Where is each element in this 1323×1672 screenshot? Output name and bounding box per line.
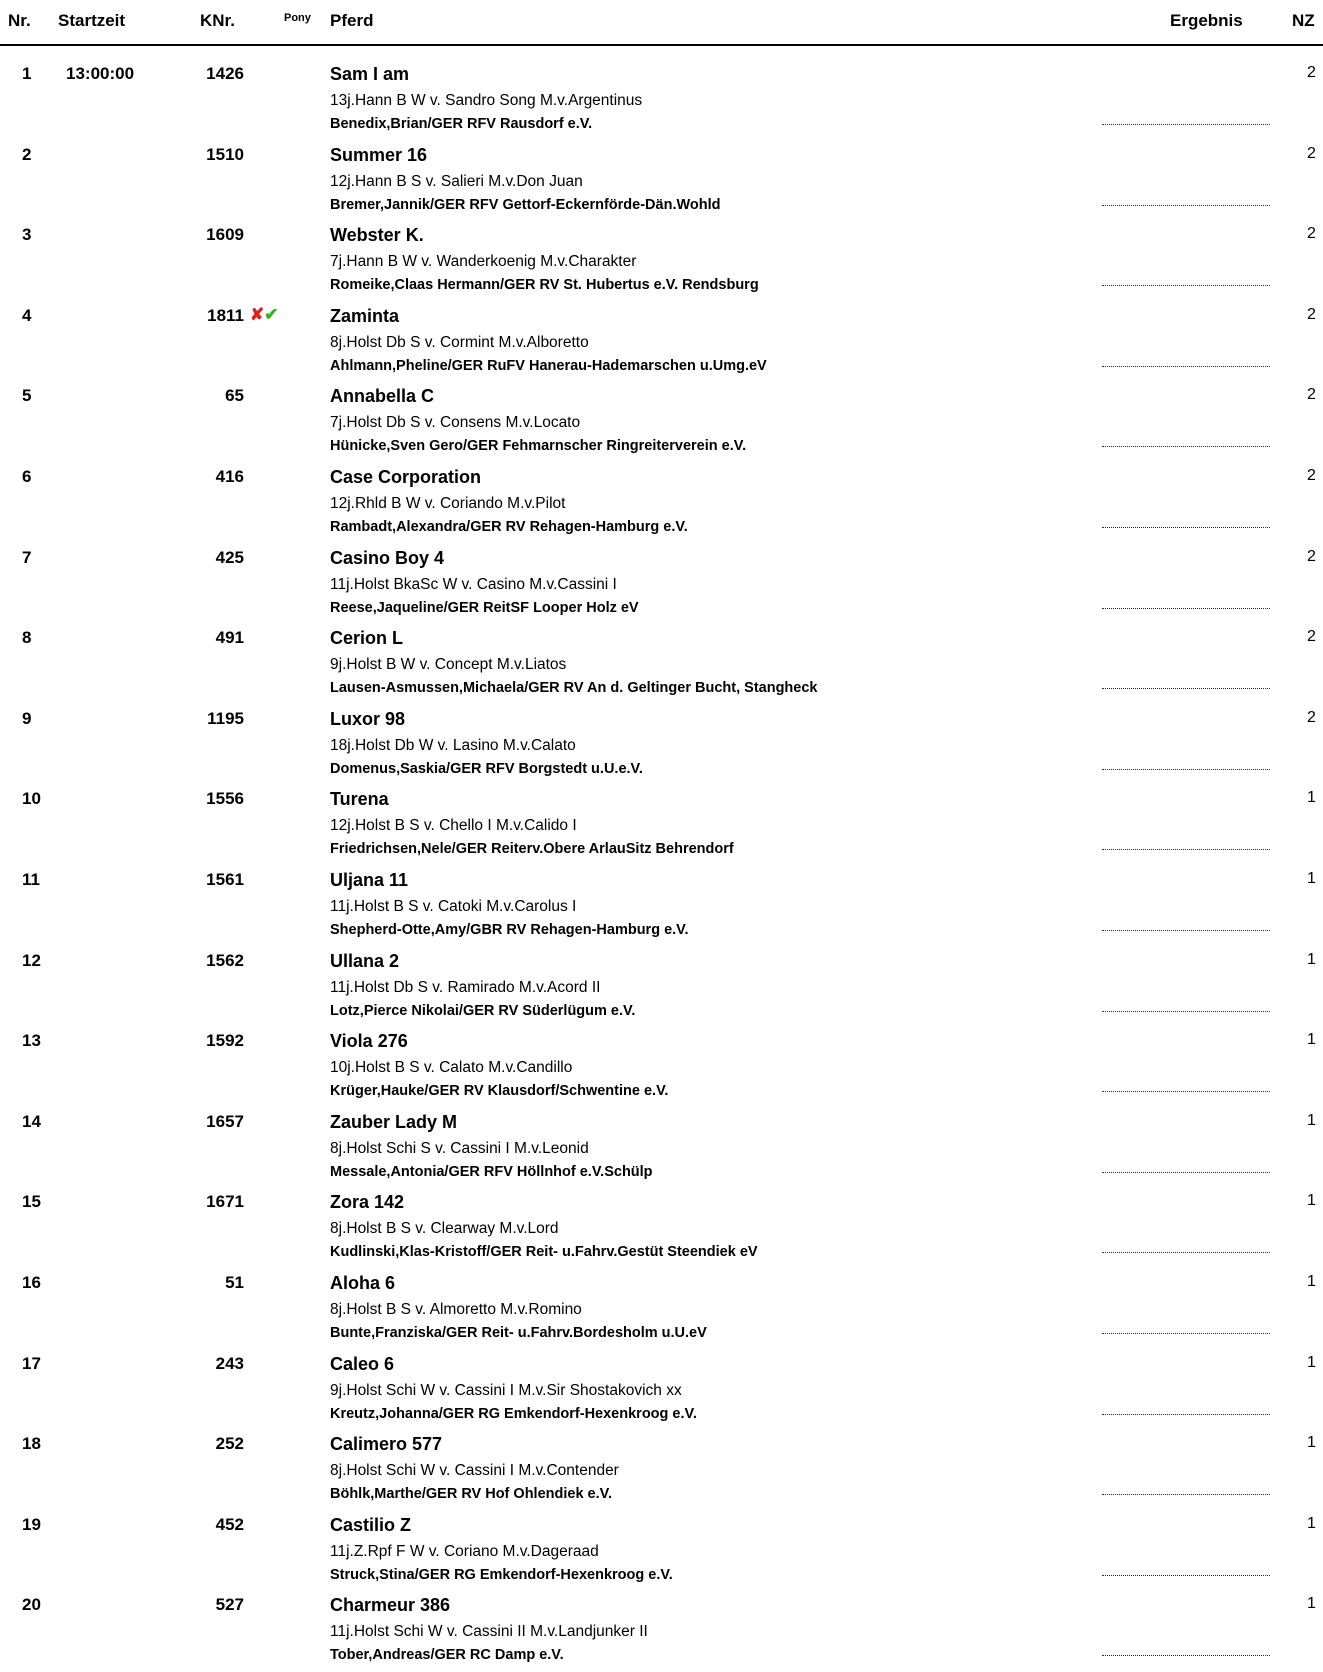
- start-number: 9: [22, 708, 32, 728]
- horse-description: 8j.Holst Schi W v. Cassini I M.v.Contender: [330, 1462, 619, 1480]
- start-time: 13:00:00: [66, 64, 135, 83]
- rider-club: Kreutz,Johanna/GER RG Emkendorf-Hexenkroog e.V.: [330, 1405, 697, 1422]
- start-number: 13: [22, 1031, 41, 1051]
- start-list: [0, 54, 1323, 1666]
- horse-name: Luxor 98: [330, 708, 406, 729]
- header-knr: KNr.: [200, 11, 235, 30]
- rider-club: Hünicke,Sven Gero/GER Fehmarnscher Ringreiterverein e.V.: [330, 438, 747, 455]
- result-entry-line: [1102, 1011, 1270, 1012]
- header-ergebnis: Ergebnis: [1170, 11, 1243, 30]
- horse-name: Aloha 6: [330, 1272, 396, 1293]
- start-number: 4: [22, 305, 32, 325]
- head-number: 1556: [206, 789, 244, 809]
- header-pferd: Pferd: [330, 11, 374, 30]
- rider-club: Struck,Stina/GER RG Emkendorf-Hexenkroog e.V.: [330, 1566, 673, 1583]
- nz-value: 2: [1307, 225, 1316, 243]
- rider-club: Böhlk,Marthe/GER RV Hof Ohlendiek e.V.: [330, 1486, 613, 1503]
- head-number: 452: [215, 1514, 244, 1534]
- head-number: 1426: [206, 64, 244, 83]
- horse-description: 11j.Z.Rpf F W v. Coriano M.v.Dageraad: [330, 1542, 599, 1560]
- table-row: [0, 376, 1323, 457]
- horse-description: 8j.Holst B S v. Clearway M.v.Lord: [330, 1220, 559, 1238]
- nz-value: 1: [1307, 1192, 1316, 1210]
- result-entry-line: [1102, 1575, 1270, 1576]
- horse-name: Calimero 577: [330, 1434, 443, 1455]
- head-number: 1811: [207, 305, 244, 325]
- rider-club: Tober,Andreas/GER RC Damp e.V.: [330, 1647, 564, 1664]
- head-number: 1657: [206, 1111, 244, 1131]
- table-row: [0, 1263, 1323, 1344]
- result-entry-line: [1102, 1333, 1270, 1334]
- horse-name: Uljana 11: [330, 869, 409, 890]
- horse-name: Turena: [330, 789, 389, 810]
- horse-name: Castilio Z: [330, 1514, 412, 1535]
- rider-club: Friedrichsen,Nele/GER Reiterv.Obere ArlauSitz Behrendorf: [330, 841, 734, 858]
- nz-value: 2: [1307, 64, 1316, 81]
- header-nr: Nr.: [8, 11, 31, 30]
- horse-description: 18j.Holst Db W v. Lasino M.v.Calato: [330, 736, 576, 754]
- horse-name: Ullana 2: [330, 950, 400, 971]
- head-number: 1562: [206, 950, 244, 970]
- horse-description: 8j.Holst B S v. Almoretto M.v.Romino: [330, 1300, 582, 1318]
- start-number: 18: [22, 1434, 41, 1454]
- table-row: [0, 618, 1323, 699]
- rider-club: Krüger,Hauke/GER RV Klausdorf/Schwentine e.V.: [330, 1083, 669, 1100]
- table-row: [0, 1021, 1323, 1102]
- head-number: 1609: [206, 225, 244, 245]
- head-number: 491: [215, 628, 244, 648]
- nz-value: 1: [1307, 1031, 1316, 1049]
- header-pony: Pony: [284, 12, 311, 24]
- header-startzeit: Startzeit: [58, 11, 126, 30]
- table-row: [0, 1505, 1323, 1586]
- horse-name: Summer 16: [330, 144, 428, 165]
- result-entry-line: [1102, 930, 1270, 931]
- header-divider: [0, 44, 1323, 46]
- nz-value: 1: [1307, 1514, 1316, 1532]
- rider-club: Reese,Jaqueline/GER ReitSF Looper Holz eV: [330, 599, 639, 616]
- horse-description: 10j.Holst B S v. Calato M.v.Candillo: [330, 1059, 573, 1077]
- horse-name: Cerion L: [330, 628, 404, 649]
- nz-value: 2: [1307, 547, 1316, 565]
- table-row: [0, 1585, 1323, 1666]
- head-number: 1561: [206, 869, 244, 889]
- head-number: 425: [215, 547, 244, 567]
- result-entry-line: [1102, 1252, 1270, 1253]
- rider-club: Bunte,Franziska/GER Reit- u.Fahrv.Bordesholm u.U.eV: [330, 1324, 707, 1341]
- horse-name: Casino Boy 4: [330, 547, 445, 568]
- rider-club: Benedix,Brian/GER RFV Rausdorf e.V.: [330, 116, 593, 132]
- head-number: 1592: [206, 1031, 244, 1051]
- rider-club: Rambadt,Alexandra/GER RV Rehagen-Hamburg e.V.: [330, 518, 688, 535]
- red-x-icon: ✘: [250, 304, 265, 324]
- table-row: [0, 1182, 1323, 1263]
- head-number: 1510: [206, 144, 244, 164]
- start-number: 12: [22, 950, 41, 970]
- horse-name: Caleo 6: [330, 1353, 395, 1374]
- rider-club: Lausen-Asmussen,Michaela/GER RV An d. Geltinger Bucht, Stangheck: [330, 680, 818, 697]
- head-number: 51: [225, 1272, 244, 1292]
- head-number: 243: [215, 1353, 244, 1373]
- head-number: 527: [215, 1595, 244, 1615]
- horse-description: 9j.Holst Schi W v. Cassini I M.v.Sir Shostakovich xx: [330, 1381, 682, 1399]
- table-row: [0, 699, 1323, 780]
- head-number: 1671: [206, 1192, 244, 1212]
- start-number: 2: [22, 144, 32, 164]
- head-number: 1195: [207, 708, 244, 728]
- horse-description: 9j.Holst B W v. Concept M.v.Liatos: [330, 656, 567, 674]
- start-number: 3: [22, 225, 32, 245]
- rider-club: Lotz,Pierce Nikolai/GER RV Süderlügum e.V.: [330, 1002, 636, 1019]
- table-row: [0, 860, 1323, 941]
- horse-name: Case Corporation: [330, 466, 482, 487]
- nz-value: 1: [1307, 1272, 1316, 1290]
- horse-name: Webster K.: [330, 225, 424, 246]
- pony-marker: [250, 305, 279, 325]
- result-entry-line: [1102, 608, 1270, 609]
- horse-description: 11j.Holst BkaSc W v. Casino M.v.Cassini I: [330, 575, 617, 593]
- table-row: [0, 779, 1323, 860]
- start-number: 16: [22, 1272, 41, 1292]
- head-number: 252: [215, 1434, 244, 1454]
- table-row: [0, 1344, 1323, 1425]
- nz-value: 2: [1307, 708, 1316, 726]
- result-entry-line: [1102, 205, 1270, 206]
- start-number: 11: [22, 869, 40, 889]
- nz-value: 1: [1307, 869, 1316, 887]
- result-entry-line: [1102, 1172, 1270, 1173]
- horse-name: Charmeur 386: [330, 1595, 451, 1616]
- result-entry-line: [1102, 769, 1270, 770]
- horse-description: 11j.Holst B S v. Catoki M.v.Carolus I: [330, 897, 577, 915]
- table-row: [0, 135, 1323, 216]
- start-number: 20: [22, 1595, 41, 1615]
- horse-name: Viola 276: [330, 1031, 408, 1052]
- rider-club: Messale,Antonia/GER RFV Höllnhof e.V.Schülp: [330, 1163, 653, 1180]
- start-number: 19: [22, 1514, 41, 1534]
- nz-value: 1: [1307, 950, 1316, 968]
- start-number: 7: [22, 547, 32, 567]
- nz-value: 2: [1307, 305, 1316, 323]
- start-number: 15: [22, 1192, 41, 1212]
- horse-description: 11j.Holst Db S v. Ramirado M.v.Acord II: [330, 978, 601, 996]
- nz-value: 1: [1307, 1111, 1316, 1129]
- start-number: 17: [22, 1353, 41, 1373]
- start-number: 8: [22, 628, 32, 648]
- rider-club: Bremer,Jannik/GER RFV Gettorf-Eckernförde-Dän.Wohld: [330, 196, 721, 213]
- horse-name: Sam I am: [330, 64, 410, 84]
- horse-description: 12j.Hann B S v. Salieri M.v.Don Juan: [330, 172, 583, 190]
- horse-description: 13j.Hann B W v. Sandro Song M.v.Argentinus: [330, 92, 643, 109]
- result-entry-line: [1102, 1414, 1270, 1415]
- nz-value: 1: [1307, 789, 1316, 807]
- horse-description: 8j.Holst Db S v. Cormint M.v.Alboretto: [330, 333, 589, 351]
- start-number: 10: [22, 789, 41, 809]
- result-entry-line: [1102, 285, 1270, 286]
- rider-club: Kudlinski,Klas-Kristoff/GER Reit- u.Fahrv.Gestüt Steendiek eV: [330, 1244, 758, 1261]
- nz-value: 2: [1307, 386, 1316, 404]
- table-row: [0, 296, 1323, 377]
- rider-club: Romeike,Claas Hermann/GER RV St. Hubertus e.V. Rendsburg: [330, 277, 759, 294]
- table-row: [0, 1424, 1323, 1505]
- start-number: 1: [22, 64, 32, 83]
- horse-description: 12j.Holst B S v. Chello I M.v.Calido I: [330, 817, 577, 835]
- horse-description: 12j.Rhld B W v. Coriando M.v.Pilot: [330, 494, 566, 512]
- table-header: [0, 0, 1323, 46]
- nz-value: 1: [1307, 1353, 1316, 1371]
- nz-value: 2: [1307, 628, 1316, 646]
- nz-value: 2: [1307, 466, 1316, 484]
- result-entry-line: [1102, 1655, 1270, 1656]
- table-row: [0, 215, 1323, 296]
- rider-club: Domenus,Saskia/GER RFV Borgstedt u.U.e.V.: [330, 760, 643, 777]
- horse-description: 8j.Holst Schi S v. Cassini I M.v.Leonid: [330, 1139, 589, 1157]
- nz-value: 2: [1307, 144, 1316, 162]
- head-number: 416: [215, 466, 244, 486]
- result-entry-line: [1102, 688, 1270, 689]
- result-entry-line: [1102, 446, 1270, 447]
- horse-name: Zauber Lady M: [330, 1111, 458, 1132]
- table-row: [0, 54, 1323, 135]
- table-row: [0, 941, 1323, 1022]
- horse-name: Zora 142: [330, 1192, 405, 1213]
- header-nz: NZ: [1292, 11, 1315, 30]
- result-entry-line: [1102, 1494, 1270, 1495]
- table-row: [0, 457, 1323, 538]
- nz-value: 1: [1307, 1434, 1316, 1452]
- result-entry-line: [1102, 366, 1270, 367]
- start-number: 5: [22, 386, 32, 406]
- horse-description: 7j.Holst Db S v. Consens M.v.Locato: [330, 414, 581, 432]
- table-row: [0, 538, 1323, 619]
- result-entry-line: [1102, 849, 1270, 850]
- horse-description: 7j.Hann B W v. Wanderkoenig M.v.Charakter: [330, 253, 637, 271]
- rider-club: Ahlmann,Pheline/GER RuFV Hanerau-Hademarschen u.Umg.eV: [330, 357, 767, 374]
- nz-value: 1: [1307, 1595, 1316, 1613]
- horse-description: 11j.Holst Schi W v. Cassini II M.v.Landjunker II: [330, 1623, 648, 1641]
- result-entry-line: [1102, 1091, 1270, 1092]
- horse-name: Annabella C: [330, 386, 435, 407]
- green-check-icon: ✔: [264, 304, 279, 324]
- head-number: 65: [225, 386, 244, 406]
- horse-name: Zaminta: [330, 305, 400, 326]
- result-entry-line: [1102, 527, 1270, 528]
- start-number: 14: [22, 1111, 41, 1131]
- result-entry-line: [1102, 124, 1270, 125]
- rider-club: Shepherd-Otte,Amy/GBR RV Rehagen-Hamburg e.V.: [330, 921, 689, 938]
- table-row: [0, 1102, 1323, 1183]
- start-number: 6: [22, 466, 32, 486]
